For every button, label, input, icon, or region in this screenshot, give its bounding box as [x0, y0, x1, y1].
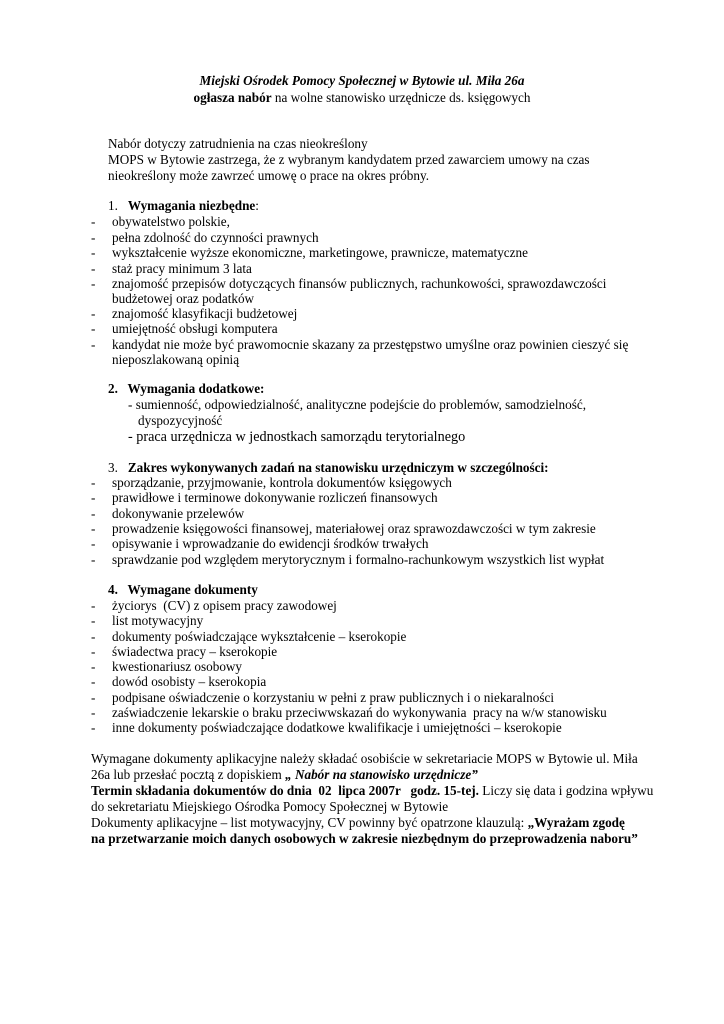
footer-line4: do sekretariatu Miejskiego Ośrodka Pomocy Społecznej w Bytowie: [91, 799, 449, 814]
section1-number: 1.: [108, 198, 118, 213]
footer-clause-start: „Wyrażam zgodę: [527, 815, 625, 830]
footer-line2-text: 26a lub przesłać pocztą z dopiskiem: [91, 767, 286, 782]
section3-heading: [108, 460, 549, 476]
header-position: na wolne stanowisko urzędnicze ds. księgowych: [271, 90, 531, 105]
footer-line2: [91, 767, 478, 783]
section3-number: 3.: [108, 460, 118, 475]
section1-heading: [108, 198, 259, 214]
footer-line1: Wymagane dokumenty aplikacyjne należy składać osobiście w sekretariacie MOPS w Bytowie ul. Miła: [91, 751, 638, 766]
footer-deadline: Termin składania dokumentów do dnia 02 lipca 2007r godz. 15-tej.: [91, 783, 479, 798]
intro-line2: MOPS w Bytowie zastrzega, że z wybranym kandydatem przed zawarciem umowy na czas: [108, 152, 590, 167]
header-line1: Miejski Ośrodek Pomocy Społecznej w Bytowie ul. Miła 26a: [199, 73, 525, 88]
section3-title: Zakres wykonywanych zadań na stanowisku urzędniczym w szczególności:: [127, 460, 549, 475]
intro-line1: Nabór dotyczy zatrudnienia na czas nieokreślony: [108, 136, 368, 151]
intro-line3: nieokreślony może zawrzeć umowę o prace na okres próbny.: [108, 168, 430, 183]
footer-deadline-note: Liczy się data i godzina wpływu: [478, 783, 654, 798]
section2-item1: - sumienność, odpowiedzialność, analityczne podejście do problemów, samodzielność,: [128, 397, 587, 412]
section2-heading: 2. Wymagania dodatkowe:: [108, 381, 265, 396]
section4-heading: 4. Wymagane dokumenty: [108, 582, 258, 597]
footer-clause-intro: Dokumenty aplikacyjne – list motywacyjny, CV powinny być opatrzone klauzulą:: [91, 815, 528, 830]
footer-line5: [91, 815, 625, 831]
list-item-continuation: budżetowej oraz podatków: [112, 291, 255, 306]
section2-item1-continuation: dyspozycyjność: [138, 413, 223, 428]
list-item-continuation: nieposzlakowaną opinią: [112, 352, 240, 367]
header-line2: [0, 90, 724, 106]
footer-clause-end: na przetwarzanie moich danych osobowych w zakresie niezbędnym do przeprowadzenia naboru”: [91, 831, 638, 846]
section1-title: Wymagania niezbędne: [127, 198, 256, 213]
section1-colon: :: [255, 198, 259, 213]
header-announce: ogłasza nabór: [193, 90, 272, 105]
footer-line3: [91, 783, 653, 799]
document-page: Miejski Ośrodek Pomocy Społecznej w Bytowie ul. Miła 26a ogłasza nabór na wolne stanowisko urzędnicze ds. księgowych Nabór dotyczy zatrudnienia na czas nieokreślony MOPS w Bytowie zastrzega, że z wybranym kandydatem przed zawarciem umowy na czas nieokreślony może zawrzeć umowę o prace na okres próbny. 1. Wymagania niezbędne: - obywatelstwo polskie, - pełna zdolność do czynności prawnych - wykształcenie wyższe ekonomiczne, marketingowe, prawnicze, matematyczne - staż pracy minimum 3 lata - znajomość przepisów dotyczących finansów publicznych, rachunkowości, sprawozdawczości budżetowej oraz podatków - znajomość klasyfikacji budżetowej - umiejętność obsługi komputera - kandydat nie może być prawomocnie skazany za przestępstwo umyślne oraz powinien cieszyć się nieposzlakowaną opinią 2. Wymagania dodatkowe: - sumienność, odpowiedzialność, analityczne podejście do problemów, samodzielność, dyspozycyjność - praca urzędnicza w jednostkach samorządu terytorialnego 3. Zakres wykonywanych zadań na stanowisku urzędniczym w szczególności: - sporządzanie, przyjmowanie, kontrola dokumentów księgowych - prawidłowe i terminowe dokonywanie rozliczeń finansowych - dokonywanie przelewów - prowadzenie księgowości finansowej, materiałowej oraz sprawozdawczości w tym zakresie - opisywanie i wprowadzanie do ewidencji środków trwałych - sprawdzanie pod względem merytorycznym i formalno-rachunkowym wszystkich list wypłat 4. Wymagane dokumenty - życiorys (CV) z opisem pracy zawodowej - list motywacyjny - dokumenty poświadczające wykształcenie – kserokopie - świadectwa pracy – kserokopie - kwestionariusz osobowy - dowód osobisty – kserokopia - podpisane oświadczenie o korzystaniu w pełni z praw publicznych i o niekaralności - zaświadczenie lekarskie o braku przeciwwskazań do wykonywania pracy na w/w stanowisku - inne dokumenty poświadczające dodatkowe kwalifikacje i umiejętności – kserokopie Wymagane dokumenty aplikacyjne należy składać osobiście w sekretariacie MOPS w Bytowie ul. Miła 26a lub przesłać pocztą z dopiskiem „ Nabór na stanowisko urzędnicze” Termin składania dokumentów do dnia 02 lipca 2007r godz. 15-tej. Liczy się data i godzina wpływu do sekretariatu Miejskiego Ośrodka Pomocy Społecznej w Bytowie Dokumenty aplikacyjne – list motywacyjny, CV powinny być opatrzone klauzulą: „Wyrażam zgodę na przetwarzanie moich danych osobowych w zakresie niezbędnym do przeprowadzenia naboru”: [0, 0, 724, 1024]
footer-annotation: „ Nabór na stanowisko urzędnicze”: [285, 767, 478, 782]
section2-item2: - praca urzędnicza w jednostkach samorządu terytorialnego: [128, 429, 466, 445]
